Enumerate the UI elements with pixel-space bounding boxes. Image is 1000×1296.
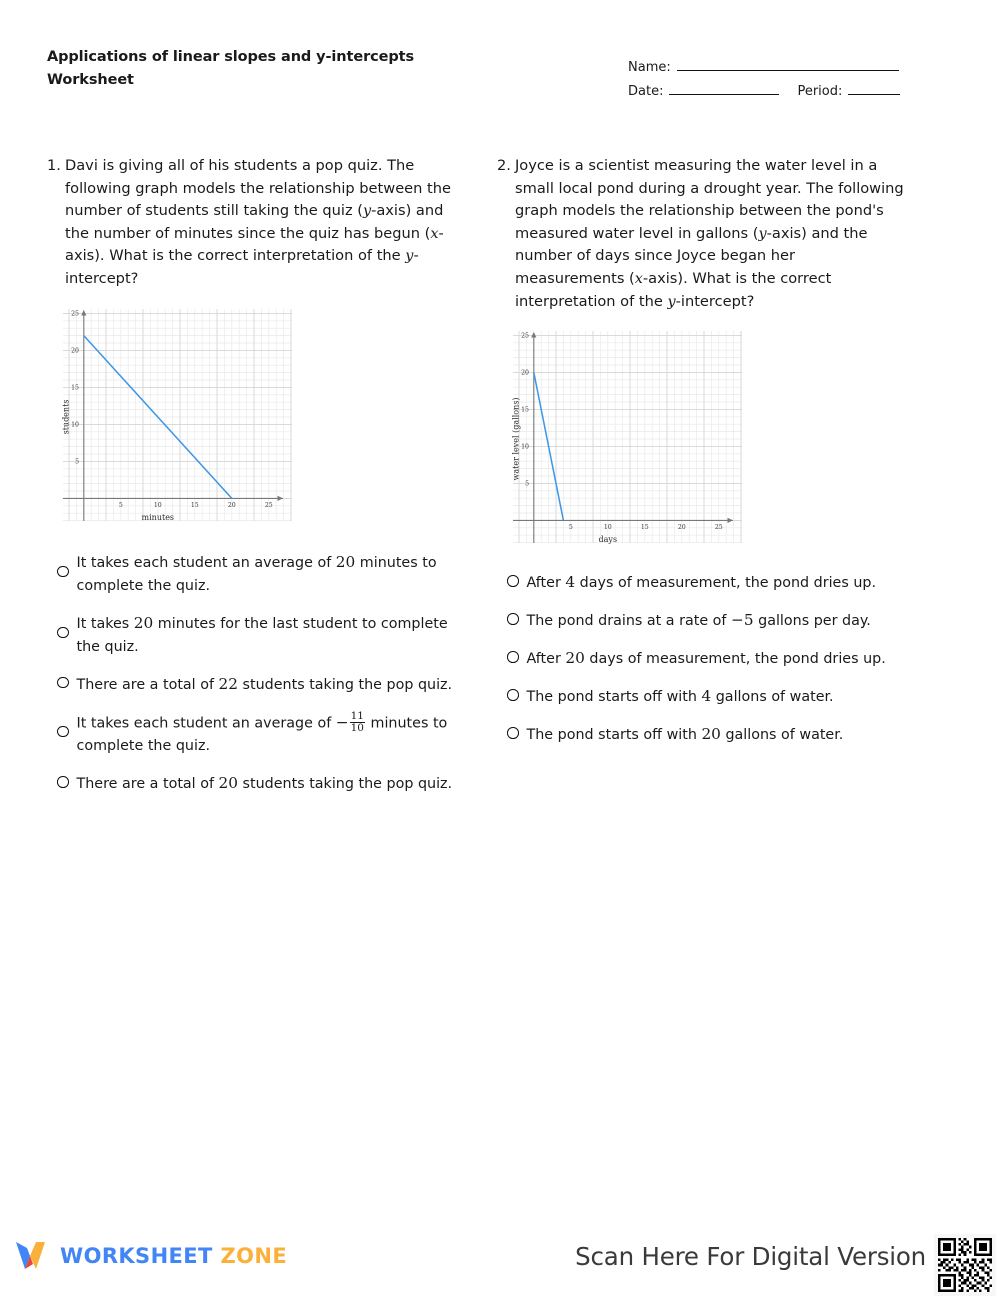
student-info-block xyxy=(628,51,900,99)
name-label: Name: xyxy=(628,60,671,75)
page-footer xyxy=(0,1228,1000,1294)
question-2 xyxy=(497,155,909,313)
svg-text:15: 15 xyxy=(521,406,529,414)
date-label: Date: xyxy=(628,84,664,99)
radio-icon[interactable] xyxy=(57,726,69,738)
fraction-11-10: $\frac{11}{10}$ xyxy=(350,709,364,734)
option-2d-label: The pond starts off with 4 gallons of water. xyxy=(526,687,834,706)
option-1e-label: There are a total of 20 students taking the pop quiz. xyxy=(76,774,453,793)
radio-icon[interactable] xyxy=(507,575,519,587)
svg-text:5: 5 xyxy=(75,458,79,466)
radio-icon[interactable] xyxy=(57,627,69,639)
page-title xyxy=(47,46,414,92)
svg-text:20: 20 xyxy=(227,501,236,509)
x-axis-variable: x xyxy=(430,225,439,242)
page-title-line1: Applications of linear slopes and y-intercepts xyxy=(47,49,415,65)
y-axis-label: water level (gallons) xyxy=(511,397,521,481)
question-2-prompt: Joyce is a scientist measuring the water level in a small local pond during a drought year. The following graph models the relationship between the pond's measured water level in gallons (y-axis) and the number of days since Joyce began her measurements (x-axis). What is the correct interpretation of the y-intercept? xyxy=(515,157,904,310)
question-2-number: 2. xyxy=(497,157,511,174)
option-2b[interactable] xyxy=(507,609,909,633)
x-axis-label: days xyxy=(598,535,618,545)
radio-icon[interactable] xyxy=(57,566,69,578)
svg-text:15: 15 xyxy=(640,524,649,532)
svg-text:10: 10 xyxy=(71,421,79,429)
option-1a-label: It takes each student an average of 20 minutes to complete the quiz. xyxy=(76,552,437,594)
svg-text:10: 10 xyxy=(603,524,612,532)
option-2a-label: After 4 days of measurement, the pond dries up. xyxy=(526,573,877,592)
scan-prompt-text: Scan Here For Digital Version xyxy=(575,1242,926,1271)
option-2d[interactable] xyxy=(507,685,909,709)
pond-water-level-line-chart xyxy=(511,327,743,547)
svg-text:5: 5 xyxy=(525,480,529,488)
y-intercept-variable: y xyxy=(667,293,676,310)
x-axis-variable: x xyxy=(634,270,643,287)
svg-text:5: 5 xyxy=(568,524,573,532)
date-period-row xyxy=(628,75,900,99)
quiz-students-line-chart xyxy=(61,305,293,525)
page-header xyxy=(0,46,1000,106)
option-1b[interactable] xyxy=(57,612,459,659)
question-2-graph xyxy=(511,327,909,551)
question-1-number: 1. xyxy=(47,157,61,174)
y-intercept-variable: y xyxy=(405,248,414,265)
question-1 xyxy=(47,155,459,291)
svg-text:10: 10 xyxy=(153,501,162,509)
logo-w-icon xyxy=(12,1238,52,1274)
option-1b-label: It takes 20 minutes for the last student to complete the quiz. xyxy=(76,613,448,655)
option-2e-label: The pond starts off with 20 gallons of water. xyxy=(526,725,844,744)
question-1-graph xyxy=(61,305,459,529)
worksheetzone-logo[interactable] xyxy=(12,1238,287,1274)
svg-text:25: 25 xyxy=(71,310,79,318)
svg-text:20: 20 xyxy=(677,524,686,532)
name-input-line[interactable] xyxy=(677,70,899,71)
question-1-column xyxy=(47,155,459,796)
option-1c[interactable] xyxy=(57,673,459,697)
svg-text:10: 10 xyxy=(521,443,529,451)
svg-text:5: 5 xyxy=(118,501,123,509)
qr-code[interactable] xyxy=(934,1234,996,1296)
svg-text:25: 25 xyxy=(521,332,529,340)
option-1c-label: There are a total of 22 students taking the pop quiz. xyxy=(76,674,453,693)
svg-text:15: 15 xyxy=(71,384,79,392)
name-row xyxy=(628,51,900,75)
radio-icon[interactable] xyxy=(507,689,519,701)
y-axis-variable: y xyxy=(758,225,767,242)
logo-wordmark xyxy=(60,1244,287,1268)
option-1a[interactable] xyxy=(57,551,459,598)
question-1-prompt: Davi is giving all of his students a pop quiz. The following graph models the relationship between the number of students still taking the quiz (y-axis) and the number of minutes since the quiz has begun (x-axis). What is the correct interpretation of the y-intercept? xyxy=(65,157,451,287)
option-1d-label: It takes each student an average of − $\frac{11}{10}$ minutes to complete the quiz. xyxy=(76,709,448,755)
option-2c[interactable] xyxy=(507,647,909,671)
y-axis-variable: y xyxy=(362,203,372,220)
logo-zone: ZONE xyxy=(220,1244,288,1268)
option-2e[interactable] xyxy=(507,723,909,747)
page-title-line2: Worksheet xyxy=(47,72,134,88)
svg-text:20: 20 xyxy=(71,347,79,355)
logo-worksheet: WORKSHEET xyxy=(60,1244,213,1268)
radio-icon[interactable] xyxy=(57,776,69,788)
radio-icon[interactable] xyxy=(507,727,519,739)
option-2a[interactable] xyxy=(507,571,909,595)
period-label: Period: xyxy=(797,84,843,99)
radio-icon[interactable] xyxy=(507,613,519,625)
date-input-line[interactable] xyxy=(669,94,779,95)
question-2-options xyxy=(507,571,909,747)
y-axis-label: students xyxy=(61,399,71,434)
svg-text:25: 25 xyxy=(264,501,273,509)
option-2b-label: The pond drains at a rate of −5 gallons per day. xyxy=(526,611,871,630)
option-1e[interactable] xyxy=(57,772,459,796)
x-axis-label: minutes xyxy=(141,512,175,522)
radio-icon[interactable] xyxy=(507,651,519,663)
period-input-line[interactable] xyxy=(848,94,900,95)
radio-icon[interactable] xyxy=(57,677,69,689)
svg-text:15: 15 xyxy=(190,501,199,509)
svg-text:20: 20 xyxy=(521,369,529,377)
option-2c-label: After 20 days of measurement, the pond dries up. xyxy=(526,649,886,668)
question-2-column xyxy=(497,155,909,747)
question-1-options xyxy=(57,551,459,797)
svg-text:25: 25 xyxy=(714,524,723,532)
option-1d[interactable] xyxy=(57,711,459,759)
